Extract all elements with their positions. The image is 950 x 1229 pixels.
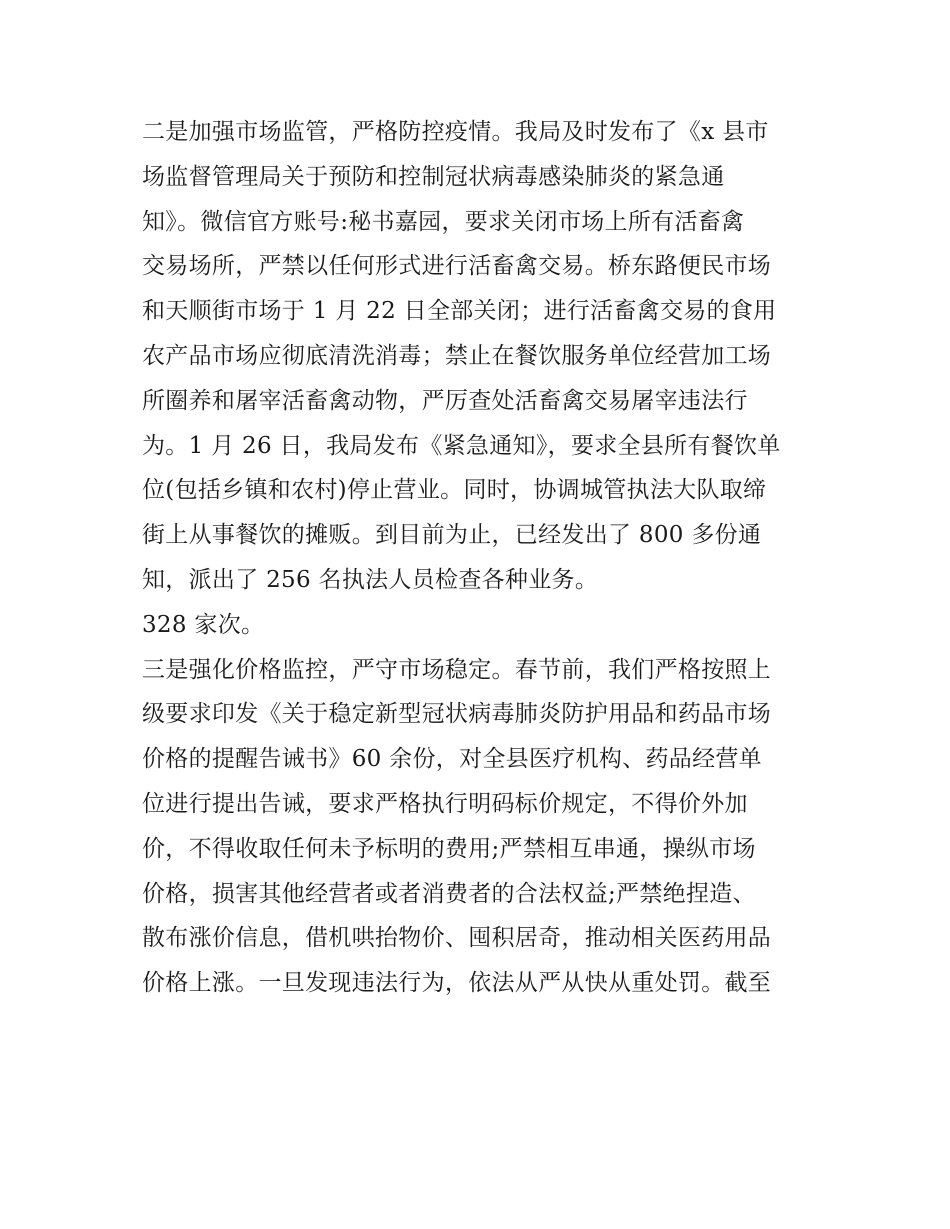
- text-line: 价格，损害其他经营者或者消费者的合法权益;严禁绝捏造、: [142, 880, 756, 907]
- text-line: 位进行提出告诫，要求严格执行明码标价规定，不得价外加: [142, 790, 748, 817]
- text-line: 为。1 月 26 日，我局发布《紧急通知》，要求全县所有餐饮单: [142, 432, 781, 459]
- text-line: 知》。微信官方账号:秘书嘉园，要求关闭市场上所有活畜禽: [142, 208, 745, 235]
- text-line: 散布涨价信息，借机哄抬物价、囤积居奇，推动相关医药用品: [142, 925, 772, 952]
- text-line: 交易场所，严禁以任何形式进行活畜禽交易。桥东路便民市场: [142, 253, 772, 280]
- text-line: 级要求印发《关于稳定新型冠状病毒肺炎防护用品和药品市场: [142, 701, 772, 728]
- text-line: 街上从事餐饮的摊贩。到目前为止，已经发出了 800 多份通: [142, 522, 762, 549]
- text-line: 328 家次。: [142, 611, 265, 638]
- text-line: 三是强化价格监控，严守市场稳定。春节前，我们严格按照上: [142, 656, 772, 683]
- text-line: 场监督管理局关于预防和控制冠状病毒感染肺炎的紧急通: [142, 163, 725, 190]
- text-line: 所圈养和屠宰活畜禽动物，严厉查处活畜禽交易屠宰违法行: [142, 387, 748, 414]
- text-line: 和天顺街市场于 1 月 22 日全部关闭；进行活畜禽交易的食用: [142, 298, 777, 325]
- text-line: 价格上涨。一旦发现违法行为，依法从严从快从重处罚。截至: [142, 970, 772, 997]
- text-line: 位(包括乡镇和农村)停止营业。同时，协调城管执法大队取缔: [142, 477, 767, 504]
- body-text: [142, 110, 822, 1006]
- text-line: 知，派出了 256 名执法人员检查各种业务。: [142, 566, 599, 593]
- text-line: 价，不得收取任何未予标明的费用;严禁相互串通，操纵市场: [142, 835, 756, 862]
- text-line: 农产品市场应彻底清洗消毒；禁止在餐饮服务单位经营加工场: [142, 342, 772, 369]
- text-line: 价格的提醒告诫书》60 余份，对全县医疗机构、药品经营单: [142, 746, 762, 773]
- text-line: 二是加强市场监管，严格防控疫情。我局及时发布了《x 县市: [142, 119, 769, 145]
